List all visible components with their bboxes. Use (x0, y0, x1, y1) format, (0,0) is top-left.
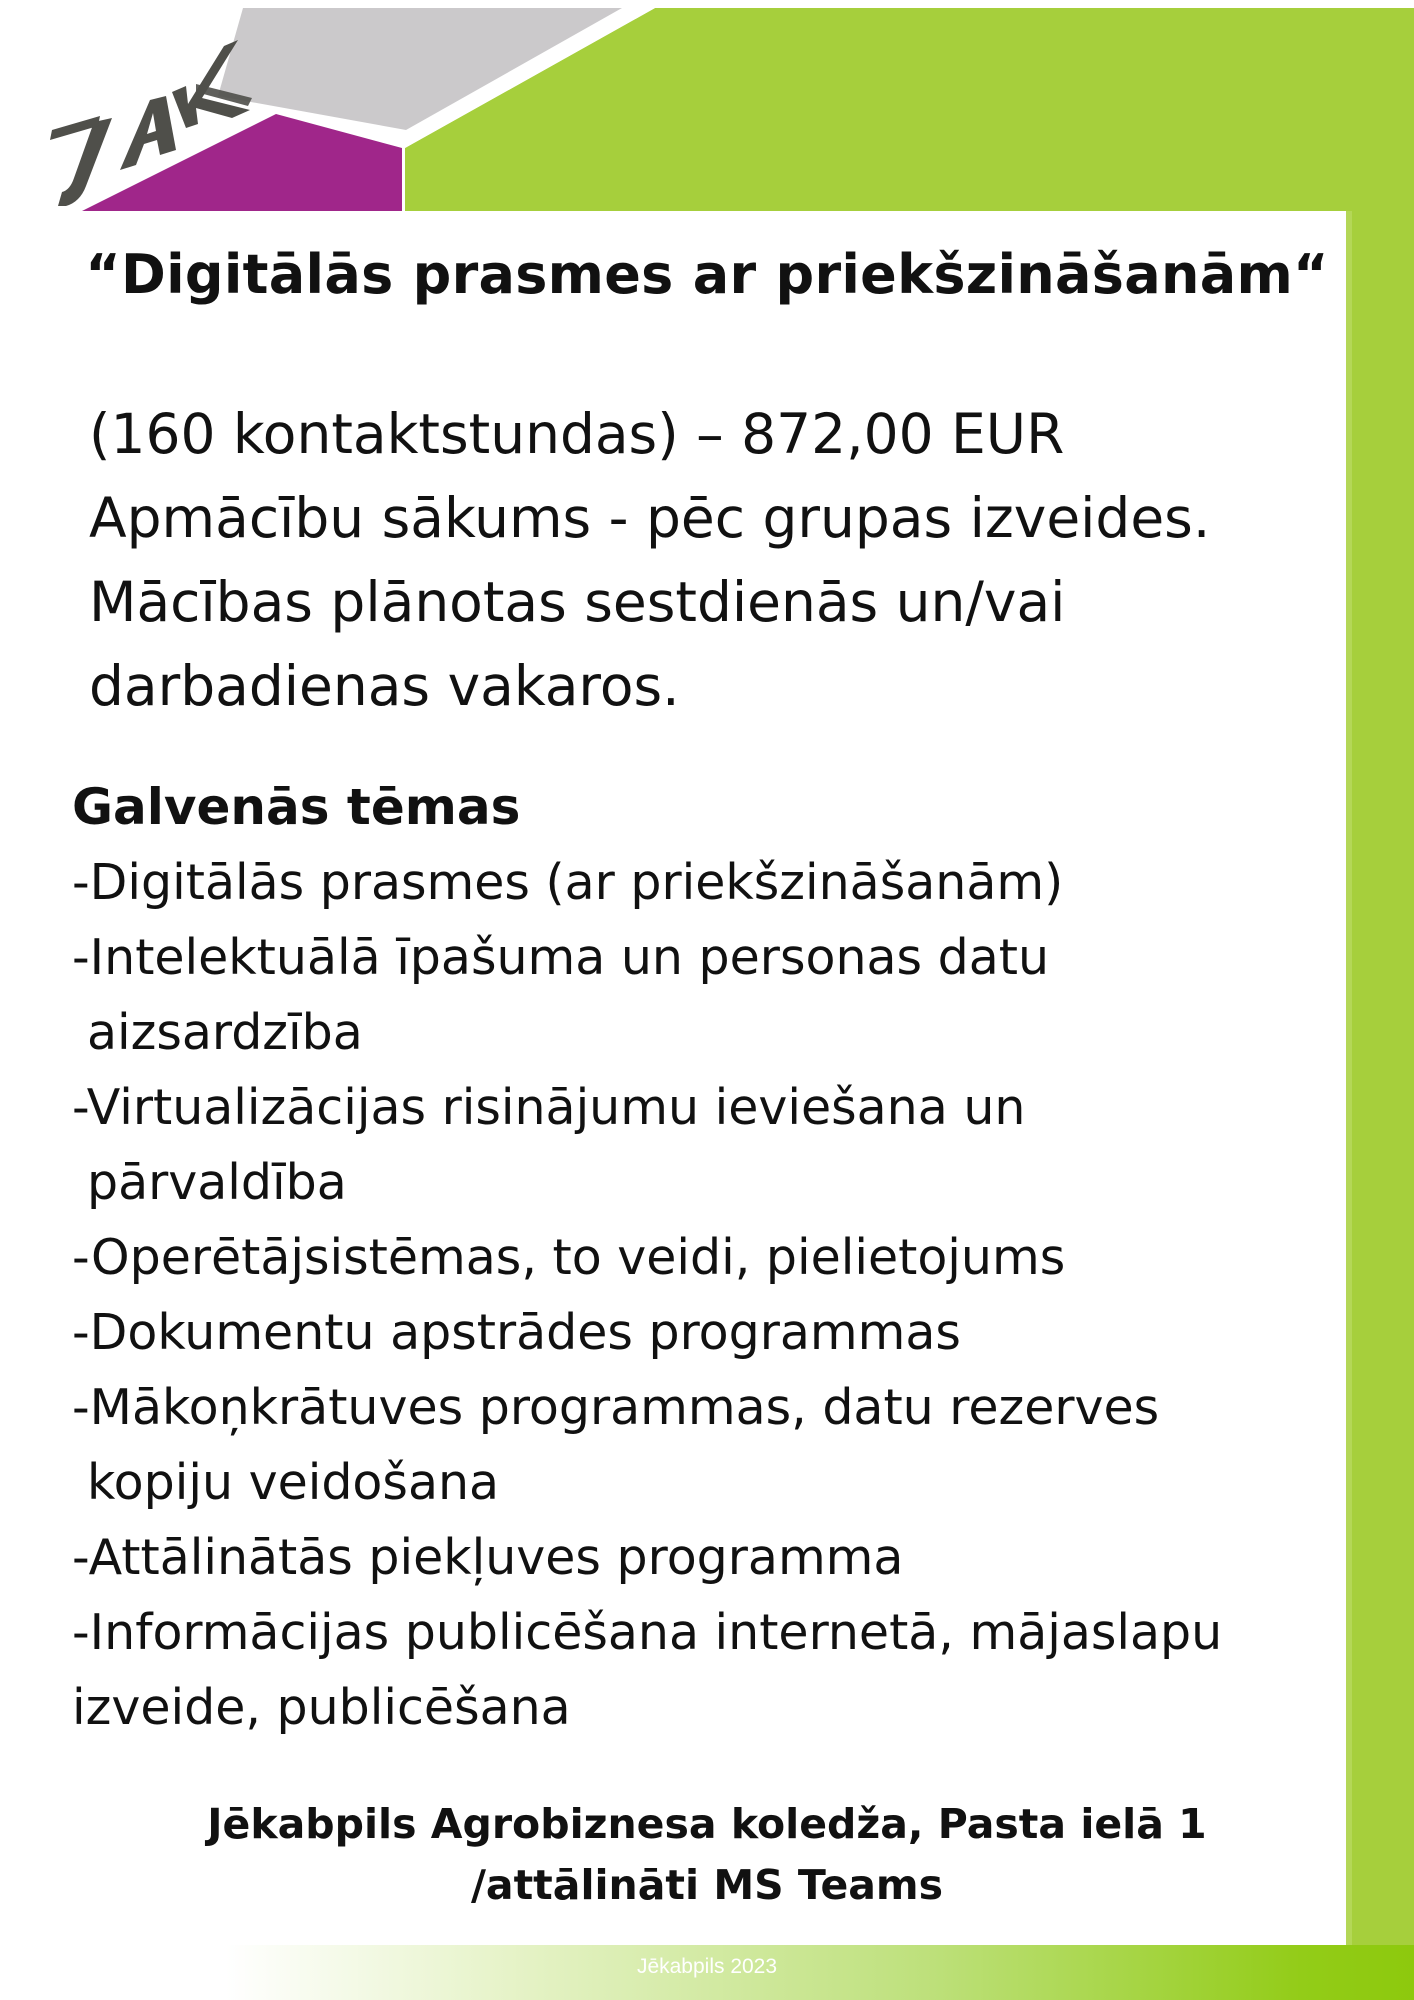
list-item (72, 920, 1332, 1070)
topics-list (72, 845, 1332, 1745)
topic-text-cont: pārvaldība (87, 1154, 347, 1211)
address-line: Jēkabpils Agrobiznesa koledža, Pasta ielā 1 (207, 1800, 1207, 1848)
green-right-highlight (1346, 211, 1352, 1945)
price-line: (160 kontaktstundas) – 872,00 EUR (89, 402, 1065, 466)
topic-text: -Intelektuālā īpašuma un personas datu (72, 929, 1050, 986)
topics-section (72, 770, 1332, 1745)
topic-text: -Attālinātās piekļuves programma (72, 1529, 904, 1586)
list-item (72, 1520, 1332, 1595)
venue-address (0, 1794, 1414, 1916)
list-item (72, 1070, 1332, 1220)
topic-text-cont: aizsardzība (87, 1004, 363, 1061)
list-item (72, 1595, 1332, 1745)
topic-text: -Dokumentu apstrādes programmas (72, 1304, 961, 1361)
topic-text: -Informācijas publicēšana internetā, mājaslapu (72, 1604, 1223, 1661)
start-line: Apmācību sākums - pēc grupas izveides. (89, 486, 1211, 550)
online-line: /attālināti MS Teams (470, 1861, 944, 1909)
list-item (72, 1370, 1332, 1520)
topic-text-cont: izveide, publicēšana (72, 1679, 571, 1736)
topic-text: -Operētājsistēmas, to veidi, pielietojums (72, 1229, 1066, 1286)
topic-text-cont: kopiju veidošana (87, 1454, 500, 1511)
logo-letter-a (120, 96, 176, 170)
course-title: “Digitālās prasmes ar priekšzināšanām“ (85, 243, 1329, 306)
schedule-line: Mācības plānotas sestdienās un/vai (89, 570, 1066, 634)
topic-text: -Digitālās prasmes (ar priekšzināšanām) (72, 854, 1064, 911)
footer-text: Jēkabpils 2023 (636, 1955, 778, 1978)
schedule-line-cont: darbadienas vakaros. (89, 654, 680, 718)
list-item (72, 845, 1332, 920)
list-item (72, 1295, 1332, 1370)
list-item (72, 1220, 1332, 1295)
course-info (89, 392, 1329, 728)
topic-text: -Virtualizācijas risinājumu ieviešana un (72, 1079, 1026, 1136)
topic-text: -Mākoņkrātuves programmas, datu rezerves (72, 1379, 1160, 1436)
topics-heading: Galvenās tēmas (72, 778, 521, 836)
